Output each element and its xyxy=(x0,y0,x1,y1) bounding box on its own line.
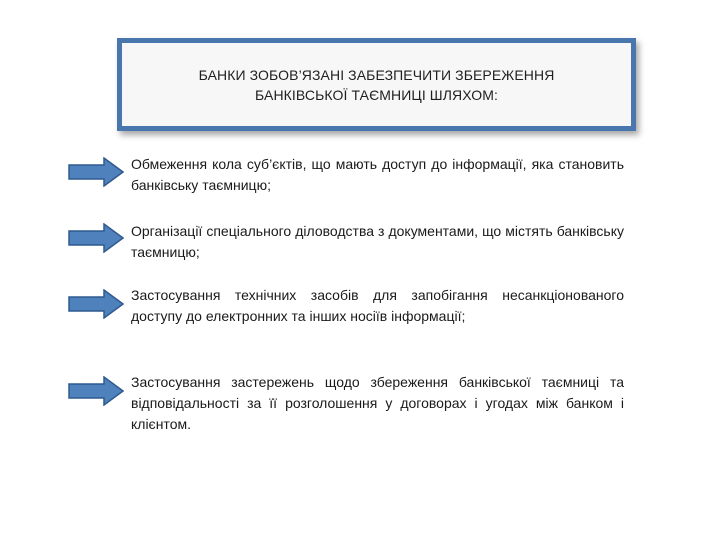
title-line-1: БАНКИ ЗОБОВ’ЯЗАНІ ЗАБЕЗПЕЧИТИ ЗБЕРЕЖЕННЯ xyxy=(198,66,555,83)
list-item-text: Застосування технічних засобів для запобігання несанкціонованого доступу до електронних та інших носіїв інформації; xyxy=(131,287,624,324)
right-arrow-icon xyxy=(68,289,124,319)
title-line-2: БАНКІВСЬКОЇ ТАЄМНИЦІ ШЛЯХОМ: xyxy=(255,86,498,103)
right-arrow-icon xyxy=(68,157,124,187)
title-box xyxy=(117,38,636,131)
list-item-text: Організації спеціального діловодства з документами, що містять банківську таємницю; xyxy=(131,223,624,260)
list-item-text: Застосування застережень щодо збереження банківської таємниці та відповідальності за її розголошення у договорах і угодах між банком і клієнтом. xyxy=(131,374,624,432)
page-title xyxy=(199,65,555,105)
right-arrow-icon xyxy=(68,376,124,406)
right-arrow-icon xyxy=(68,223,124,253)
list-item-text: Обмеження кола суб’єктів, що мають доступ до інформації, яка становить банківську таємницю; xyxy=(131,156,624,193)
